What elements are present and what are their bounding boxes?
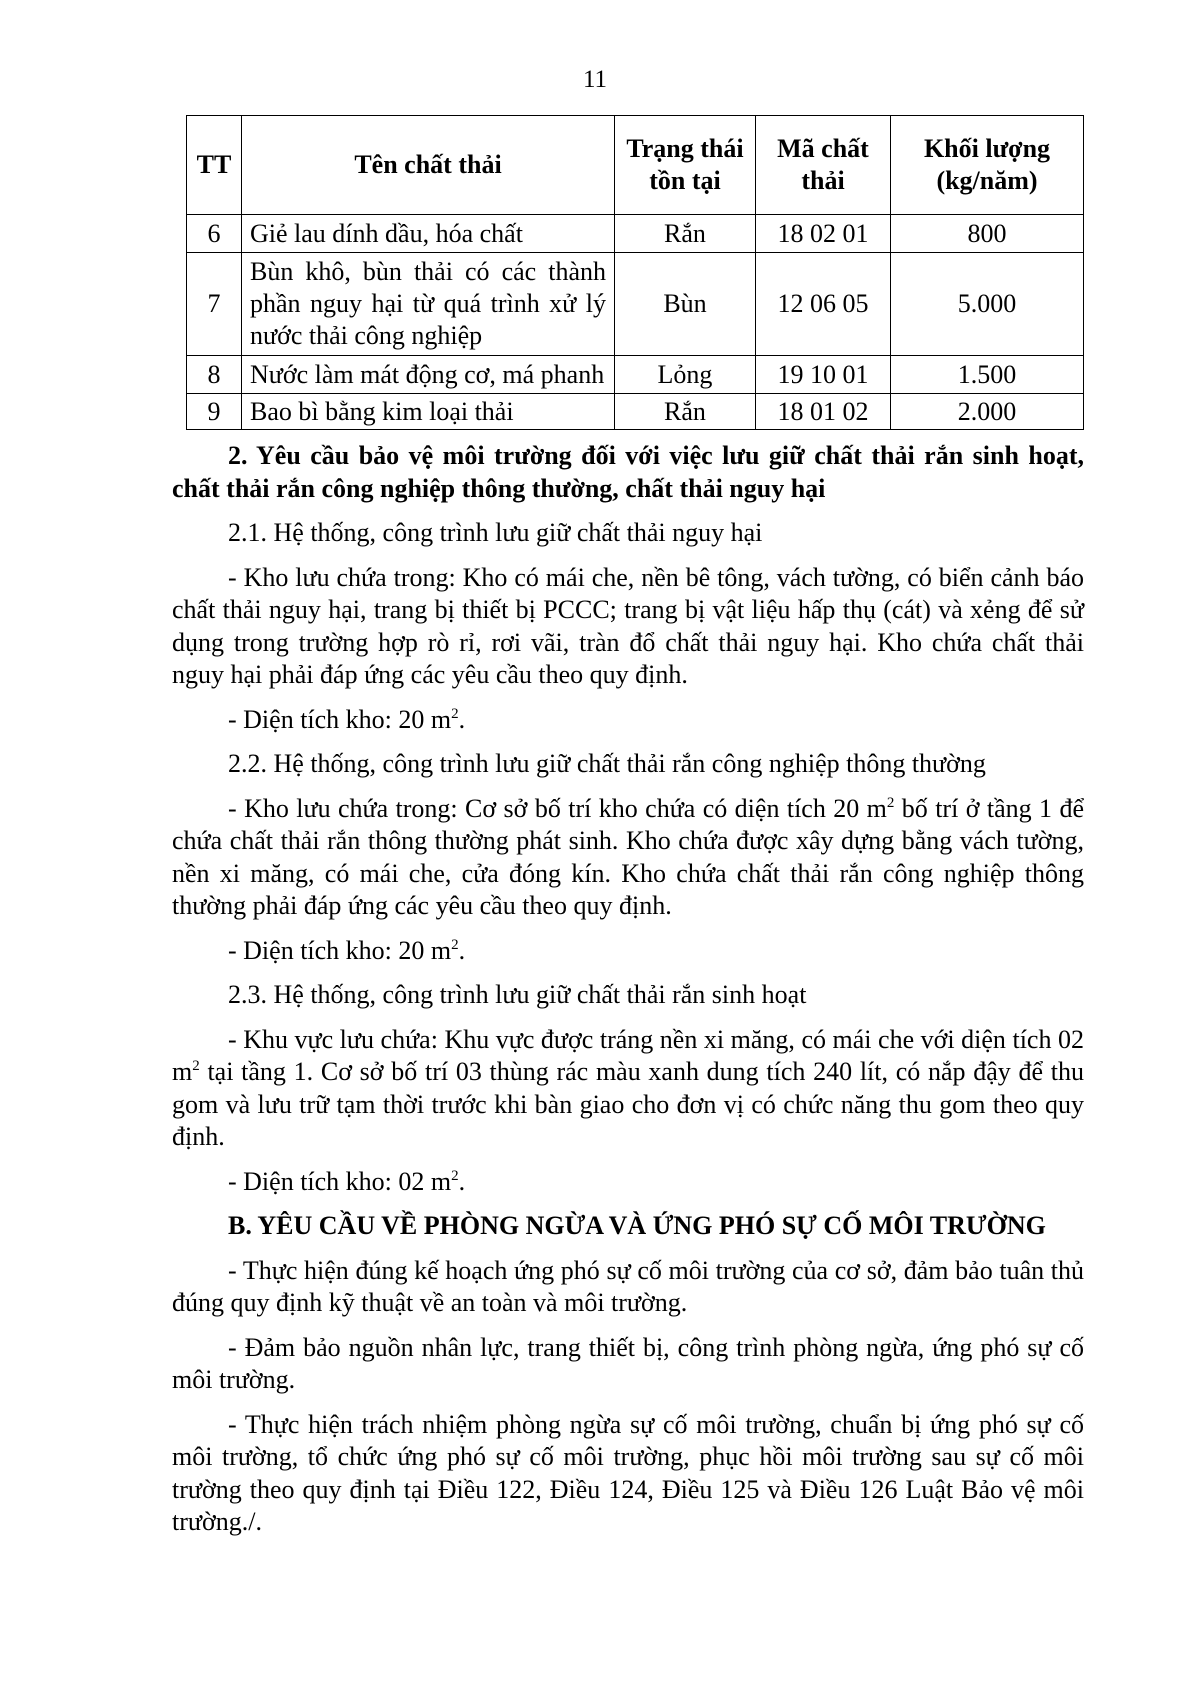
header-tt: TT: [187, 116, 242, 215]
table-row: [187, 215, 1084, 253]
section-b-item: - Đảm bảo nguồn nhân lực, trang thiết bị, công trình phòng ngừa, ứng phó sự cố môi trường.: [172, 1332, 1084, 1394]
document-body: [172, 440, 1084, 1551]
section-2-1-title: 2.1. Hệ thống, công trình lưu giữ chất thải nguy hại: [228, 518, 763, 547]
cell-code: 18 02 01: [756, 215, 891, 253]
cell-mass: 800: [891, 215, 1084, 253]
text: - Khu vực lưu chứa: Khu vực được tráng nền xi măng, có mái che với diện tích 02 m: [172, 1024, 1084, 1086]
table-row: [187, 253, 1084, 356]
text: .: [458, 1166, 466, 1196]
header-state: Trạng thái tồn tại: [615, 116, 756, 215]
cell-code: 12 06 05: [756, 253, 891, 356]
text: tại tầng 1. Cơ sở bố trí 03 thùng rác màu xanh dung tích 240 lít, có nắp đậy để thu gom và lưu trữ tạm thời trước khi bàn giao cho đơn vị có chức năng thu gom theo quy định.: [172, 1057, 1084, 1151]
table-header-row: [187, 116, 1084, 215]
superscript: 2: [451, 936, 459, 953]
section-2-heading: 2. Yêu cầu bảo vệ môi trường đối với việc lưu giữ chất thải rắn sinh hoạt, chất thải rắn công nghiệp thông thường, chất thải nguy hại: [172, 441, 1084, 503]
hazardous-waste-table: [186, 115, 1084, 430]
header-name: Tên chất thải: [242, 116, 615, 215]
section-b-item: - Thực hiện đúng kế hoạch ứng phó sự cố môi trường của cơ sở, đảm bảo tuân thủ đúng quy định kỹ thuật về an toàn và môi trường.: [172, 1255, 1084, 1317]
cell-mass: 2.000: [891, 394, 1084, 430]
cell-state: Lỏng: [615, 356, 756, 394]
cell-state: Bùn: [615, 253, 756, 356]
text: bố trí ở tầng 1 để chứa chất thải rắn thông thường phát sinh. Kho chứa được xây dựng bằng vách tường, nền xi măng, có mái che, cửa đóng kín. Kho chứa chất thải rắn công nghiệp thông thường phải đáp ứng các yêu cầu theo quy định.: [172, 793, 1084, 920]
cell-tt: 6: [187, 215, 242, 253]
cell-name: Giẻ lau dính dầu, hóa chất: [242, 215, 615, 253]
superscript: 2: [451, 1167, 459, 1184]
superscript: 2: [886, 794, 895, 811]
section-2-2-title: 2.2. Hệ thống, công trình lưu giữ chất thải rắn công nghiệp thông thường: [228, 749, 986, 778]
section-b-heading: B. YÊU CẦU VỀ PHÒNG NGỪA VÀ ỨNG PHÓ SỰ CỐ MÔI TRƯỜNG: [228, 1211, 1046, 1240]
text: .: [458, 704, 466, 734]
text: - Kho lưu chứa trong: Cơ sở bố trí kho chứa có diện tích 20 m: [228, 793, 887, 823]
cell-name: Bao bì bằng kim loại thải: [242, 394, 615, 430]
header-mass: Khối lượng (kg/năm): [891, 116, 1084, 215]
header-code: Mã chất thải: [756, 116, 891, 215]
section-2-2-area: [172, 935, 1084, 968]
section-b-item: - Thực hiện trách nhiệm phòng ngừa sự cố môi trường, chuẩn bị ứng phó sự cố môi trường, tổ chức ứng phó sự cố môi trường, phục hồi môi trường sau sự cố môi trường theo quy định tại Điều 122, Điều 124, Điều 125 và Điều 126 Luật Bảo vệ môi trường./.: [172, 1409, 1084, 1536]
superscript: 2: [451, 705, 459, 722]
cell-tt: 8: [187, 356, 242, 394]
section-2-3-title: 2.3. Hệ thống, công trình lưu giữ chất thải rắn sinh hoạt: [228, 980, 807, 1009]
cell-code: 18 01 02: [756, 394, 891, 430]
cell-code: 19 10 01: [756, 356, 891, 394]
section-2-3-area: [172, 1166, 1084, 1199]
section-2-2-body: [172, 793, 1084, 923]
table-row: [187, 394, 1084, 430]
cell-tt: 7: [187, 253, 242, 356]
superscript: 2: [192, 1058, 200, 1074]
section-2-1-area: [172, 704, 1084, 737]
cell-mass: 5.000: [891, 253, 1084, 356]
text: - Diện tích kho: 20 m: [228, 935, 452, 965]
cell-mass: 1.500: [891, 356, 1084, 394]
cell-state: Rắn: [615, 394, 756, 430]
page-number: 11: [582, 66, 608, 93]
cell-state: Rắn: [615, 215, 756, 253]
section-2-3-body: [172, 1024, 1084, 1154]
cell-tt: 9: [187, 394, 242, 430]
cell-name: Bùn khô, bùn thải có các thành phần nguy hại từ quá trình xử lý nước thải công nghiệp: [242, 253, 615, 356]
table-row: [187, 356, 1084, 394]
text: - Diện tích kho: 02 m: [228, 1166, 452, 1196]
text: .: [458, 935, 466, 965]
section-2-1-body: - Kho lưu chứa trong: Kho có mái che, nền bê tông, vách tường, có biển cảnh báo chất thải nguy hại, trang bị thiết bị PCCC; trang bị vật liệu hấp thụ (cát) và xẻng để sử dụng trong trường hợp rò rỉ, rơi vãi, tràn đổ chất thải nguy hại. Kho chứa chất thải nguy hại phải đáp ứng các yêu cầu theo quy định.: [172, 562, 1084, 689]
cell-name: Nước làm mát động cơ, má phanh: [242, 356, 615, 394]
text: - Diện tích kho: 20 m: [228, 704, 452, 734]
